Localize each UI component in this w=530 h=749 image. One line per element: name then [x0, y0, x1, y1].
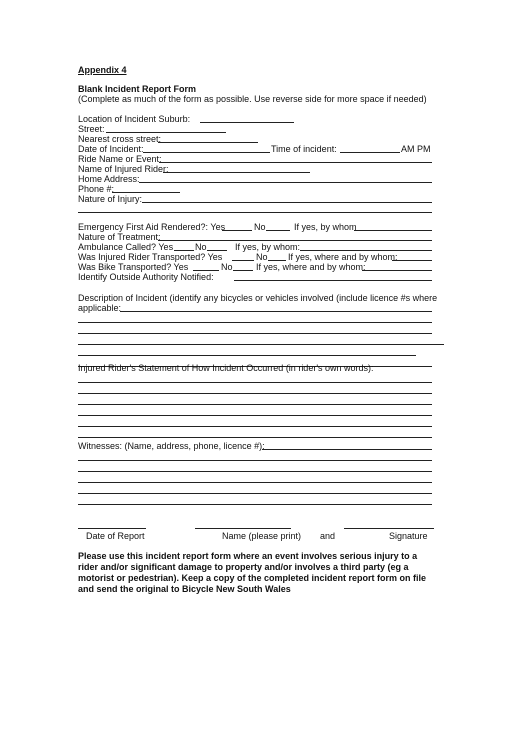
description-line-5[interactable]: [78, 355, 416, 356]
ambulance-whom-field[interactable]: [300, 250, 432, 251]
first-aid-yes-field[interactable]: [222, 230, 252, 231]
bike-transported-label: Was Bike Transported? Yes: [78, 262, 189, 272]
description-line-4[interactable]: [78, 344, 444, 345]
rider-transported-no-field[interactable]: [268, 260, 286, 261]
cross-street-field[interactable]: [158, 142, 258, 143]
rider-transported-yes-field[interactable]: [232, 260, 254, 261]
ride-name-label: Ride Name or Event:: [78, 154, 162, 164]
print-name-field[interactable]: [195, 528, 291, 529]
am-pm-label[interactable]: AM PM: [401, 144, 431, 154]
home-address-field[interactable]: [139, 182, 432, 183]
footer-instructions: Please use this incident report form where an event involves serious injury to a rider and/or significant damage to property and/or involves a third party (eg a motorist or pedestrian). Keep a copy of the completed incident report form on file and send the original to Bicycle New South Wales: [78, 551, 427, 594]
statement-line-4[interactable]: [78, 415, 432, 416]
form-title: Blank Incident Report Form: [78, 84, 197, 94]
time-label: Time of incident:: [271, 144, 337, 154]
witnesses-line-1[interactable]: [262, 449, 432, 450]
nature-injury-line-2[interactable]: [78, 212, 432, 213]
ambulance-no-label: No: [195, 242, 207, 252]
statement-line-2[interactable]: [78, 393, 432, 394]
witnesses-line-2[interactable]: [78, 460, 432, 461]
bike-transported-whom-field[interactable]: [362, 270, 432, 271]
location-label: Location of Incident Suburb:: [78, 114, 191, 124]
date-label: Date of Incident:: [78, 144, 144, 154]
and-label: and: [320, 531, 336, 541]
witnesses-label: Witnesses: (Name, address, phone, licence #):: [78, 441, 265, 451]
ride-name-field[interactable]: [159, 162, 432, 163]
witnesses-line-6[interactable]: [78, 504, 432, 505]
ambulance-whom-label: If yes, by whom:: [235, 242, 301, 252]
rider-transported-label: Was Injured Rider Transported? Yes: [78, 252, 223, 262]
date-field[interactable]: [143, 152, 270, 153]
appendix-label: Appendix 4: [78, 65, 127, 75]
statement-label: Injured Rider's Statement of How Incident Occurred (in rider's own words):: [78, 363, 374, 373]
location-field[interactable]: [200, 122, 294, 123]
rider-transported-whom-field[interactable]: [392, 260, 432, 261]
phone-label: Phone #:: [78, 184, 115, 194]
street-label: Street:: [78, 124, 105, 134]
date-of-report-label: Date of Report: [86, 531, 145, 541]
form-subtitle: (Complete as much of the form as possible. Use reverse side for more space if needed): [78, 94, 427, 104]
ambulance-no-field[interactable]: [207, 250, 227, 251]
injured-name-label: Name of Injured Rider:: [78, 164, 169, 174]
witnesses-line-4[interactable]: [78, 482, 432, 483]
nature-injury-label: Nature of Injury:: [78, 194, 143, 204]
witnesses-line-5[interactable]: [78, 493, 432, 494]
authority-field[interactable]: [234, 280, 432, 281]
cross-street-label: Nearest cross street:: [78, 134, 162, 144]
street-field[interactable]: [106, 132, 226, 133]
statement-line-6[interactable]: [78, 437, 432, 438]
treatment-label: Nature of Treatment:: [78, 232, 161, 242]
statement-line-1[interactable]: [78, 382, 432, 383]
bike-transported-whom-label: If yes, where and by whom:: [256, 262, 366, 272]
date-of-report-field[interactable]: [78, 528, 146, 529]
print-name-label: Name (please print): [222, 531, 302, 541]
ambulance-label: Ambulance Called? Yes: [78, 242, 174, 252]
first-aid-label: Emergency First Aid Rendered?: Yes: [78, 222, 226, 232]
time-field[interactable]: [340, 152, 400, 153]
bike-transported-no-field[interactable]: [233, 270, 253, 271]
description-label-2: applicable:: [78, 303, 122, 313]
description-line-2[interactable]: [78, 322, 432, 323]
phone-field[interactable]: [112, 192, 180, 193]
bike-transported-no-label: No: [221, 262, 233, 272]
description-label: Description of Incident (identify any bicycles or vehicles involved (include licence #s where: [78, 293, 438, 303]
signature-field[interactable]: [344, 528, 434, 529]
statement-line-5[interactable]: [78, 426, 432, 427]
first-aid-no-label: No: [254, 222, 266, 232]
description-line-1[interactable]: [120, 311, 432, 312]
first-aid-whom-field[interactable]: [354, 230, 432, 231]
rider-transported-whom-label: If yes, where and by whom:: [288, 252, 398, 262]
first-aid-whom-label: If yes, by whom: [294, 222, 357, 232]
injured-name-field[interactable]: [163, 172, 310, 173]
authority-label: Identify Outside Authority Notified:: [78, 272, 214, 282]
signature-label: Signature: [389, 531, 428, 541]
rider-transported-no-label: No: [256, 252, 268, 262]
treatment-field[interactable]: [158, 240, 432, 241]
nature-injury-field[interactable]: [142, 202, 432, 203]
home-address-label: Home Address:: [78, 174, 140, 184]
bike-transported-yes-field[interactable]: [193, 270, 219, 271]
witnesses-line-3[interactable]: [78, 471, 432, 472]
first-aid-no-field[interactable]: [266, 230, 290, 231]
statement-line-3[interactable]: [78, 404, 432, 405]
description-line-3[interactable]: [78, 333, 432, 334]
ambulance-yes-field[interactable]: [174, 250, 194, 251]
